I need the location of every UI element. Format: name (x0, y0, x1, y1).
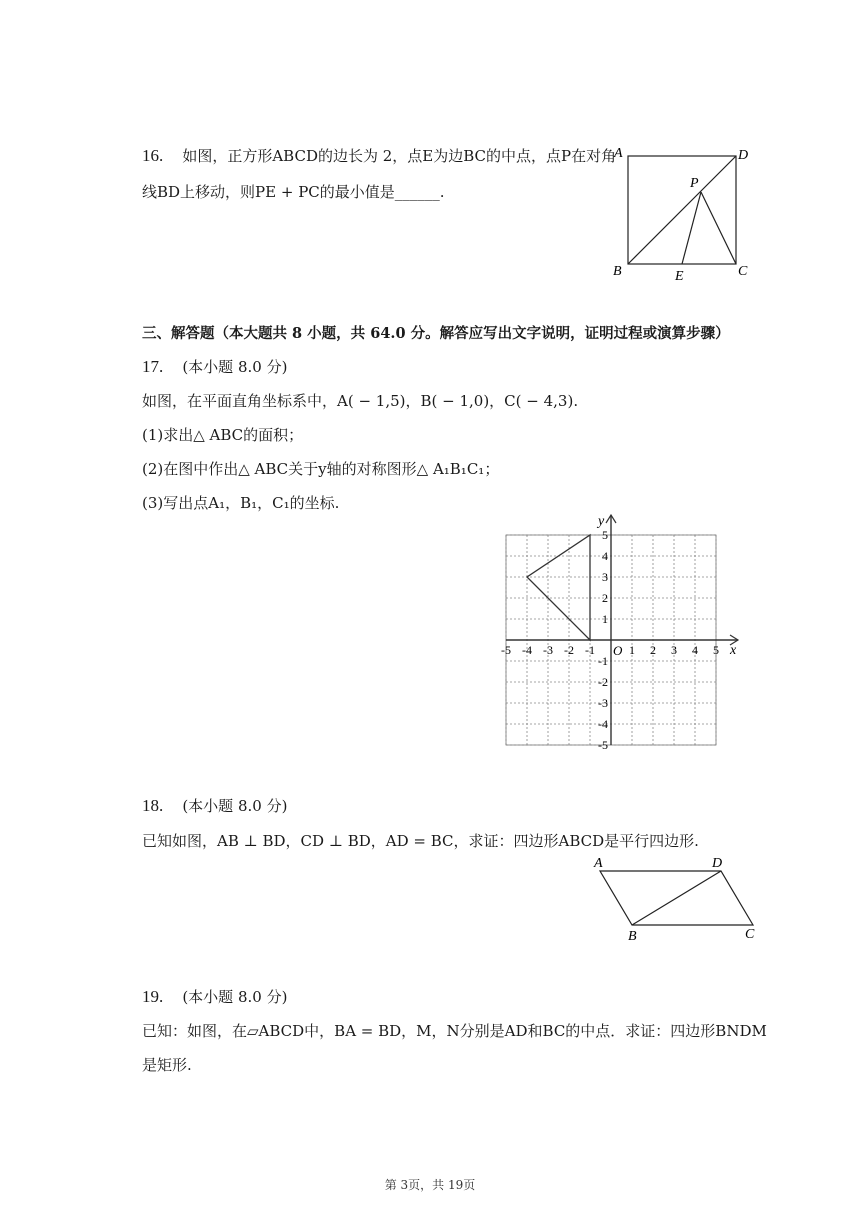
q17-part3: (3)写出点A₁，B₁，C₁的坐标. (142, 494, 340, 512)
x-tick-label: 5 (713, 643, 719, 657)
y-tick-label: -2 (598, 675, 608, 689)
q16-square-figure (610, 142, 770, 282)
q16-label-b: B (613, 264, 622, 279)
x-tick-label: 2 (650, 643, 656, 657)
q16-label-a: A (614, 146, 623, 161)
y-tick-label: -1 (598, 654, 608, 668)
y-tick-label: -4 (598, 717, 608, 731)
q16-line2 (142, 180, 445, 204)
triangle-abc (527, 535, 590, 640)
q18-number: 18. (142, 796, 164, 815)
y-tick-label: 4 (602, 549, 608, 563)
q18-parallelogram-figure (588, 852, 768, 947)
y-tick-label: 5 (602, 528, 608, 542)
q19-text-line2: 是矩形. (142, 1056, 192, 1074)
y-tick-label: 2 (602, 591, 608, 605)
q16-text-line1: 如图，正方形ABCD的边长为 2，点E为边BC的中点，点P在对角 (182, 147, 617, 165)
q16-label-d: D (738, 148, 749, 163)
q16-label-e: E (675, 269, 684, 284)
q19-header (142, 985, 287, 1009)
x-tick-label: 3 (671, 643, 677, 657)
x-tick-label: 4 (692, 643, 698, 657)
q16-label-c: C (738, 264, 748, 279)
y-axis-label: y (598, 514, 605, 529)
q17-header (142, 355, 287, 379)
q16-label-p: P (690, 176, 699, 191)
q17-score: (本小题 8.0 分) (182, 358, 288, 376)
q17-part2: (2)在图中作出△ ABC关于y轴的对称图形△ A₁B₁C₁； (142, 460, 500, 478)
q18-text: 已知如图，AB ⊥ BD，CD ⊥ BD，AD = BC，求证：四边形ABCD是平行四边形. (142, 832, 699, 850)
q16-number: 16. (142, 146, 164, 165)
y-tick-label: -5 (598, 738, 608, 752)
q19-text-line1: 已知：如图，在▱ABCD中，BA = BD，M，N分别是AD和BC的中点．求证：四边形BNDM (142, 1022, 767, 1040)
q18-label-d: D (712, 856, 723, 871)
y-tick-label: 3 (602, 570, 608, 584)
x-tick-label: -5 (501, 643, 511, 657)
y-tick-label: -3 (598, 696, 608, 710)
q19-number: 19. (142, 987, 164, 1006)
x-tick-label: -1 (585, 643, 595, 657)
page-footer: 第 3页，共 19页 (384, 1178, 476, 1192)
q17-coordinate-grid (501, 512, 762, 762)
x-tick-label: -4 (522, 643, 532, 657)
q19-score: (本小题 8.0 分) (182, 988, 288, 1006)
x-tick-label: 1 (629, 643, 635, 657)
q18-label-c: C (745, 927, 755, 942)
section3-heading: 三、解答题（本大题共 8 小题，共 64.0 分。解答应写出文字说明，证明过程或演算步骤） (142, 325, 730, 342)
x-tick-label: -3 (543, 643, 553, 657)
q17-intro: 如图，在平面直角坐标系中，A( − 1,5)，B( − 1,0)，C( − 4,3). (142, 392, 579, 410)
x-tick-label: -2 (564, 643, 574, 657)
y-tick-label: 1 (602, 612, 608, 626)
q18-label-b: B (628, 929, 637, 944)
q16-text-line2: 线BD上移动，则PE + PC的最小值是______. (142, 183, 445, 201)
q18-score: (本小题 8.0 分) (182, 797, 288, 815)
origin-label: O (613, 643, 623, 658)
q17-part1: (1)求出△ ABC的面积； (142, 426, 304, 444)
q16-line1 (142, 144, 616, 168)
x-axis-label: x (730, 643, 737, 658)
q17-number: 17. (142, 357, 164, 376)
q18-header (142, 794, 287, 818)
q18-label-a: A (594, 856, 603, 871)
